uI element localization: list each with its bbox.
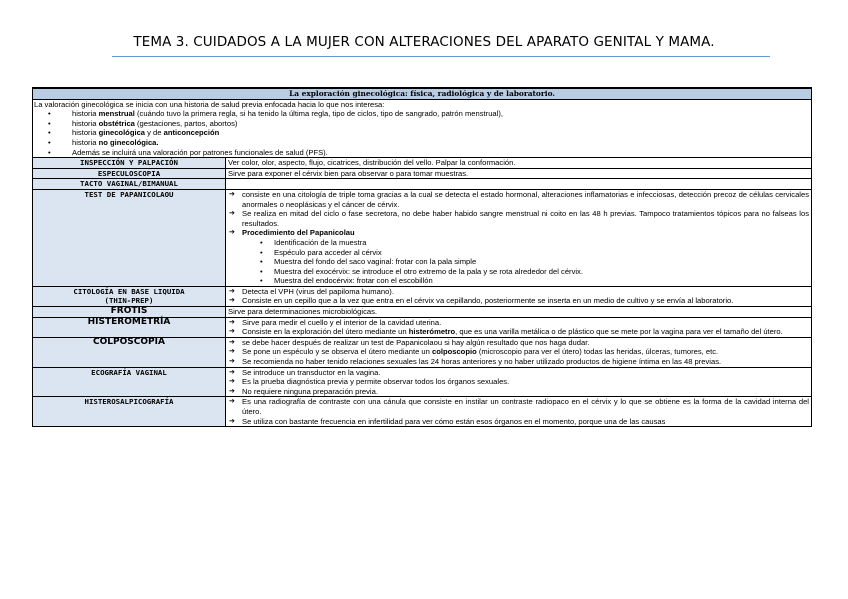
list-item: • historia obstétrica (gestaciones, partos, abortos)	[72, 119, 809, 129]
row-label-ecografia: ECOGRAFÍA VAGINAL	[33, 367, 226, 397]
row-content-citologia	[226, 286, 812, 306]
row-content-histerosalpicografia	[226, 397, 812, 427]
intro-cell	[33, 99, 812, 158]
row-content-especuloscopia: Sirve para exponer el cérvix bien para observar o para tomar muestras.	[226, 168, 812, 179]
list-item: ➔ Es la prueba diagnóstica previa y permite observar todos los órganos sexuales.	[242, 377, 809, 387]
list-item: ➔ Se recomienda no haber tenido relaciones sexuales las 24 horas anteriores y no haber utilizado productos de higiene íntima en las 48 previas.	[242, 357, 809, 367]
list-item: • Muestra del endocérvix: frotar con el escobillón	[274, 276, 809, 286]
exploration-table	[32, 87, 812, 427]
list-item: • Muestra del exocérvix: se introduce el otro extremo de la pala y se rota alrededor del cérvix.	[274, 267, 809, 277]
list-item: ➔ consiste en una citología de triple toma gracias a la cual se detecta el estado hormonal, alteraciones inflamatorias e infecciosas, detección precoz de células cervicales anormales o neoplásicas y el cáncer de cérvix.	[242, 190, 809, 209]
list-item: • Espéculo para acceder al cérvix	[274, 248, 809, 258]
list-item: • historia ginecológica y de anticoncepción	[72, 128, 809, 138]
row-label-histerometria: HISTEROMETRÍA	[33, 317, 226, 337]
row-label-tacto: TACTO VAGINAL/BIMANUAL	[33, 179, 226, 190]
list-item: ➔ Sirve para medir el cuello y el interior de la cavidad uterina.	[242, 318, 809, 328]
list-item: ➔ Se realiza en mitad del ciclo o fase secretora, no debe haber habido sangre menstrual ni coito en las 48 h previas. Tampoco tratamientos tópicos para no falseas los resultados.	[242, 209, 809, 228]
row-content-colposcopia	[226, 337, 812, 367]
list-item: • historia no ginecológica.	[72, 138, 809, 148]
row-label-histerosalpicografia: HISTEROSALPICOGRAFÍA	[33, 397, 226, 427]
list-item: • Además se incluirá una valoración por patrones funcionales de salud (PFS).	[72, 148, 809, 158]
table-header: La exploración ginecológica: física, radiológica y de laboratorio.	[33, 88, 812, 99]
title-underline	[112, 56, 770, 57]
row-label-citologia: CITOLOGÍA EN BASE LIQUIDA (THIN-PREP)	[33, 286, 226, 306]
row-content-histerometria	[226, 317, 812, 337]
list-item: ➔ Procedimiento del Papanicolau • Identificación de la muestra • Espéculo para acceder al cérvix • Muestra del fondo del saco vaginal: frotar con la pala simple • Muestra del exocérvix: se introduce el otro extremo de la pala y se rota alrededor del cérvix. • Muestra del endocérvix: frotar con el escobillón	[242, 228, 809, 286]
list-item: ➔ Se pone un espéculo y se observa el útero mediante un colposcopio (microscopio para ver el útero) todas las heridas, úlceras, tumores, etc.	[242, 347, 809, 357]
list-item: • Muestra del fondo del saco vaginal: frotar con la pala simple	[274, 257, 809, 267]
row-content-ecografia	[226, 367, 812, 397]
row-content-inspeccion: Ver color, olor, aspecto, flujo, cicatrices, distribución del vello. Palpar la conformación.	[226, 158, 812, 169]
history-list	[34, 109, 809, 157]
row-content-tacto	[226, 179, 812, 190]
list-item: • Identificación de la muestra	[274, 238, 809, 248]
procedure-steps	[242, 238, 809, 286]
list-item: ➔ Consiste en la exploración del útero mediante un histerómetro, que es una varilla metálica o de plástico que se mete por la vagina para ver el tamaño del útero.	[242, 327, 809, 337]
row-label-especuloscopia: ESPECULOSCOPIA	[33, 168, 226, 179]
list-item: ➔ No requiere ninguna preparación previa.	[242, 387, 809, 397]
row-label-colposcopia: COLPOSCOPIA	[33, 337, 226, 367]
row-content-frotis: Sirve para determinaciones microbiológicas.	[226, 307, 812, 318]
row-label-inspeccion: INSPECCIÓN Y PALPACIÓN	[33, 158, 226, 169]
list-item: ➔ Detecta el VPH (virus del papiloma humano).	[242, 287, 809, 297]
list-item: • historia menstrual (cuándo tuvo la primera regla, si ha tenido la última regla, tipo de ciclos, tipo de sangrado, patrón menstrual),	[72, 109, 809, 119]
list-item: ➔ Consiste en un cepillo que a la vez que entra en el cérvix va cepillando, posteriormente se inserta en un medio de cultivo y se envía al laboratorio.	[242, 296, 809, 306]
list-item: ➔ Es una radiografía de contraste con una cánula que consiste en instilar un contraste radiopaco en el cérvix y lo que se obtiene es la forma de la cavidad interna del útero.	[242, 397, 809, 416]
list-item: ➔ se debe hacer después de realizar un test de Papanicolaou si hay algún resultado que nos haga dudar.	[242, 338, 809, 348]
row-label-frotis: FROTIS	[33, 307, 226, 318]
intro-text: La valoración ginecológica se inicia con una historia de salud previa enfocada hacia lo que nos interesa:	[34, 99, 385, 109]
row-content-papanicolaou	[226, 189, 812, 286]
list-item: ➔ Se utiliza con bastante frecuencia en infertilidad para ver cómo están esos órganos en el momento, porque una de las causas	[242, 417, 809, 427]
document-title: TEMA 3. CUIDADOS A LA MUJER CON ALTERACIONES DEL APARATO GENITAL Y MAMA.	[133, 34, 715, 50]
list-item: ➔ Se introduce un transductor en la vagina.	[242, 368, 809, 378]
row-label-papanicolaou: TEST DE PAPANICOLAOU	[33, 189, 226, 286]
